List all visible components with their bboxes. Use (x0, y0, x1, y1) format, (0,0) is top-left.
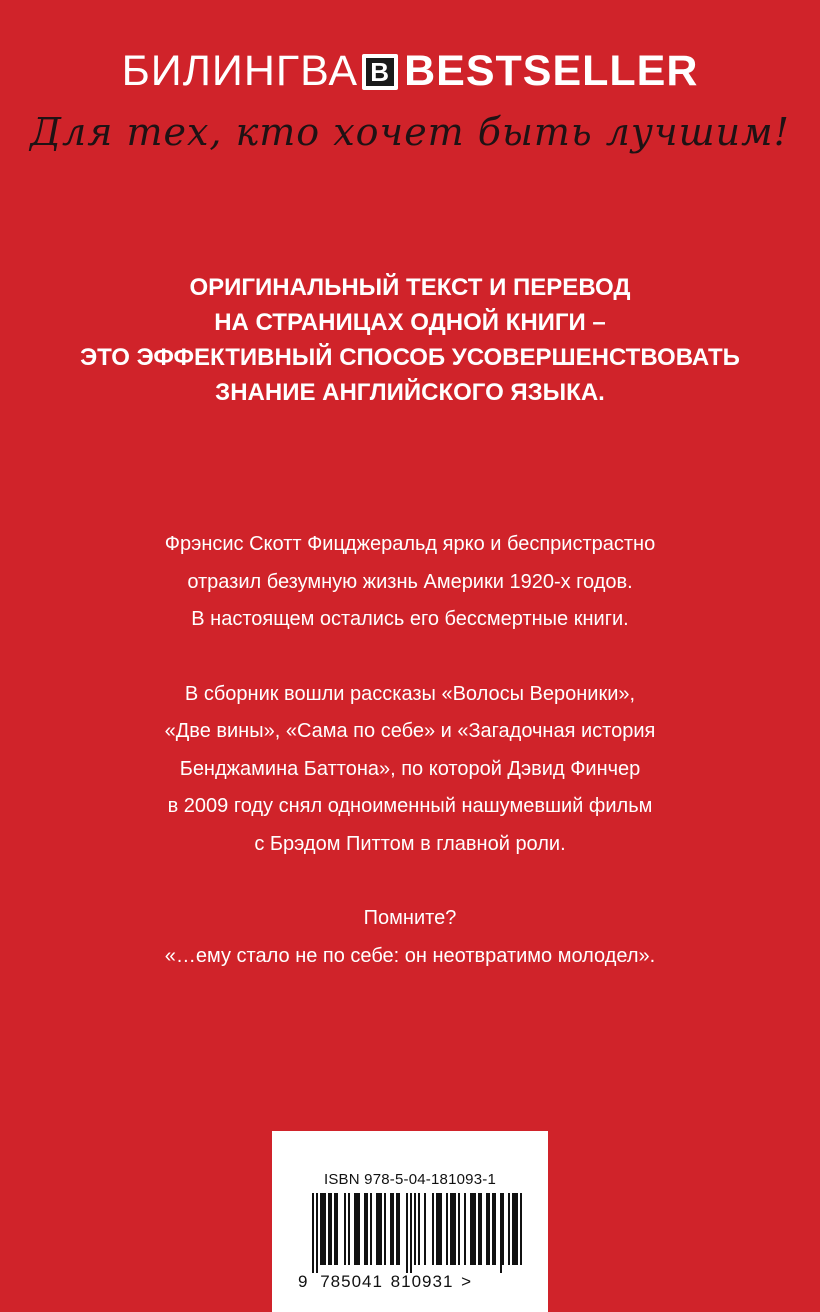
headline-line: ЗНАНИЕ АНГЛИЙСКОГО ЯЗЫКА. (215, 379, 605, 406)
barcode-bar (324, 1193, 326, 1265)
barcode-bar (320, 1193, 322, 1265)
headline-line: НА СТРАНИЦАХ ОДНОЙ КНИГИ – (214, 309, 606, 336)
barcode-bar (380, 1193, 382, 1265)
barcode-bar (336, 1193, 338, 1265)
barcode-bar (514, 1193, 516, 1265)
series-name-bestseller: BESTSELLER (404, 47, 699, 95)
paragraph2-line: В сборник вошли рассказы «Волосы Вероники», (184, 682, 636, 705)
paragraph2-line: с Брэдом Питтом в главной роли. (254, 832, 566, 855)
barcode-bar (378, 1193, 380, 1265)
series-name-bilingva: БИЛИНГВА (121, 47, 359, 95)
series-b-logo-icon: B (362, 54, 398, 90)
paragraph2-line: Бенджамина Баттона», по которой Дэвид Финчер (179, 757, 641, 780)
barcode-bar (500, 1193, 502, 1273)
barcode-bar (406, 1193, 408, 1273)
barcode-bar (376, 1193, 378, 1265)
barcode-bar (436, 1193, 438, 1265)
barcode-bar (480, 1193, 482, 1265)
barcode-bar (354, 1193, 356, 1265)
barcode-bar (414, 1193, 416, 1265)
barcode-bar (312, 1193, 314, 1273)
barcode-bar (390, 1193, 392, 1265)
barcode-digits-left: 785041 (320, 1272, 383, 1291)
barcode-digits-right: 810931 (390, 1272, 454, 1291)
barcode-bar (464, 1193, 466, 1265)
description-block (0, 526, 820, 975)
barcode-bar (392, 1193, 394, 1265)
barcode-bar (450, 1193, 452, 1265)
barcode-digit-first: 9 (298, 1272, 309, 1291)
barcode-digits (298, 1272, 472, 1292)
paragraph1-line: отразил безумную жизнь Америки 1920-х годов. (187, 570, 633, 593)
barcode-bar (440, 1193, 442, 1265)
paragraph1-line: В настоящем остались его бессмертные книги. (191, 608, 629, 630)
barcode-bar (438, 1193, 440, 1265)
isbn-label: ISBN 978-5-04-181093-1 (323, 1171, 496, 1188)
barcode-bar (472, 1193, 474, 1265)
barcode-bar (334, 1193, 336, 1265)
barcode-bar (502, 1193, 504, 1265)
barcode-bar (478, 1193, 480, 1265)
barcode-bar (370, 1193, 372, 1265)
barcode-bar (316, 1193, 318, 1273)
paragraph2-line: в 2009 году снял одноименный нашумевший фильм (167, 795, 653, 817)
barcode-bar (470, 1193, 472, 1265)
barcode-bar (418, 1193, 420, 1265)
headline-line: ОРИГИНАЛЬНЫЙ ТЕКСТ И ПЕРЕВОД (189, 274, 631, 301)
barcode-bar (452, 1193, 454, 1265)
barcode-bar (364, 1193, 366, 1265)
series-tagline: Для тех, кто хочет быть лучшим! (30, 110, 790, 154)
barcode-bar (330, 1193, 332, 1265)
barcode-bar (424, 1193, 426, 1265)
barcode-bar (454, 1193, 456, 1265)
barcode-bar (492, 1193, 494, 1265)
barcode-bar (486, 1193, 488, 1265)
paragraph3-line: «…ему стало не по себе: он неотвратимо молодел». (164, 944, 656, 967)
barcode-bar (398, 1193, 400, 1265)
barcode-bar (508, 1193, 510, 1265)
barcode-bar (520, 1193, 522, 1265)
barcode-bar (322, 1193, 324, 1265)
barcode-bar (410, 1193, 412, 1273)
paragraph2-line: «Две вины», «Сама по себе» и «Загадочная история (164, 720, 656, 742)
headline-block (0, 270, 820, 410)
barcode-bar (432, 1193, 434, 1265)
barcode-bar (494, 1193, 496, 1265)
barcode-bar (384, 1193, 386, 1265)
headline-line: ЭТО ЭФФЕКТИВНЫЙ СПОСОБ УСОВЕРШЕНСТВОВАТЬ (80, 344, 740, 371)
paragraph3-line: Помните? (363, 907, 457, 929)
series-logo (0, 47, 820, 95)
barcode-bar (446, 1193, 448, 1265)
barcode-bar (366, 1193, 368, 1265)
barcode-bar (474, 1193, 476, 1265)
barcode-bar (356, 1193, 358, 1265)
barcode-bar (488, 1193, 490, 1265)
barcode-bar (516, 1193, 518, 1265)
barcode-bar (396, 1193, 398, 1265)
barcode-panel (272, 1131, 548, 1312)
barcode-bar (328, 1193, 330, 1265)
barcode-bar (344, 1193, 346, 1265)
barcode-bar (458, 1193, 460, 1265)
barcode-bar (358, 1193, 360, 1265)
paragraph1-line: Фрэнсис Скотт Фицджеральд ярко и беспристрастно (164, 533, 656, 555)
barcode-bar (348, 1193, 350, 1265)
barcode-end-mark: > (461, 1272, 473, 1291)
barcode-icon (312, 1193, 522, 1275)
barcode-bar (512, 1193, 514, 1265)
